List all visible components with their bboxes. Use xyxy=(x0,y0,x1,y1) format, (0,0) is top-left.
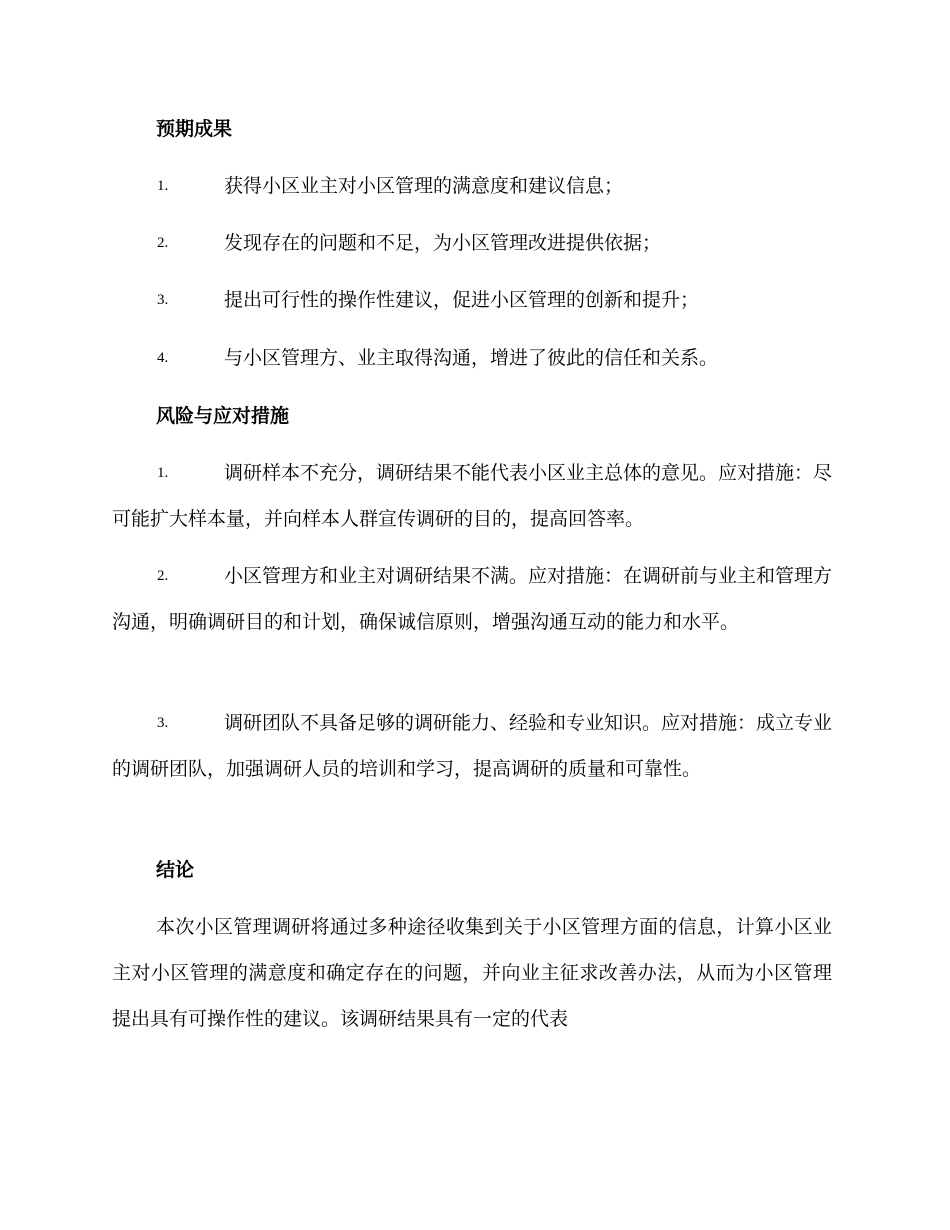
list-item-text: 调研团队不具备足够的调研能力、经验和专业知识。应对措施：成立专业的调研团队，加强调研人员的培训和学习，提高调研的质量和可靠性。 xyxy=(112,712,833,780)
risk-item-3 xyxy=(112,700,832,792)
list-number: 4. xyxy=(157,350,169,366)
section-heading-risks: 风险与应对措施 xyxy=(156,405,290,427)
section-heading-expected-results: 预期成果 xyxy=(156,118,233,140)
list-item-text: 小区管理方和业主对调研结果不满。应对措施：在调研前与业主和管理方沟通，明确调研目的和计划，确保诚信原则，增强沟通互动的能力和水平。 xyxy=(112,565,833,633)
list-number: 3. xyxy=(157,292,169,308)
expected-item-3 xyxy=(112,277,832,323)
expected-item-4 xyxy=(112,335,832,381)
list-number: 2. xyxy=(157,235,169,251)
list-item-text: 调研样本不充分，调研结果不能代表小区业主总体的意见。应对措施：尽可能扩大样本量，并向样本人群宣传调研的目的，提高回答率。 xyxy=(112,462,833,530)
expected-item-1 xyxy=(112,163,832,209)
conclusion-paragraph: 本次小区管理调研将通过多种途径收集到关于小区管理方面的信息，计算小区业主对小区管理的满意度和确定存在的问题，并向业主征求改善办法，从而为小区管理提出具有可操作性的建议。该调研结果具有一定的代表 xyxy=(112,916,832,1030)
list-item-text: 发现存在的问题和不足，为小区管理改进提供依据； xyxy=(224,232,662,254)
list-number: 1. xyxy=(157,465,169,481)
expected-item-2 xyxy=(112,220,832,266)
risk-item-1 xyxy=(112,450,832,542)
list-item-text: 与小区管理方、业主取得沟通，增进了彼此的信任和关系。 xyxy=(224,347,719,369)
list-number: 1. xyxy=(157,178,169,194)
list-number: 3. xyxy=(157,715,169,731)
section-heading-conclusion: 结论 xyxy=(156,859,195,881)
list-number: 2. xyxy=(157,568,169,584)
risk-item-2 xyxy=(112,553,832,645)
list-item-text: 提出可行性的操作性建议，促进小区管理的创新和提升； xyxy=(224,289,700,311)
list-item-text: 获得小区业主对小区管理的满意度和建议信息； xyxy=(224,175,624,197)
